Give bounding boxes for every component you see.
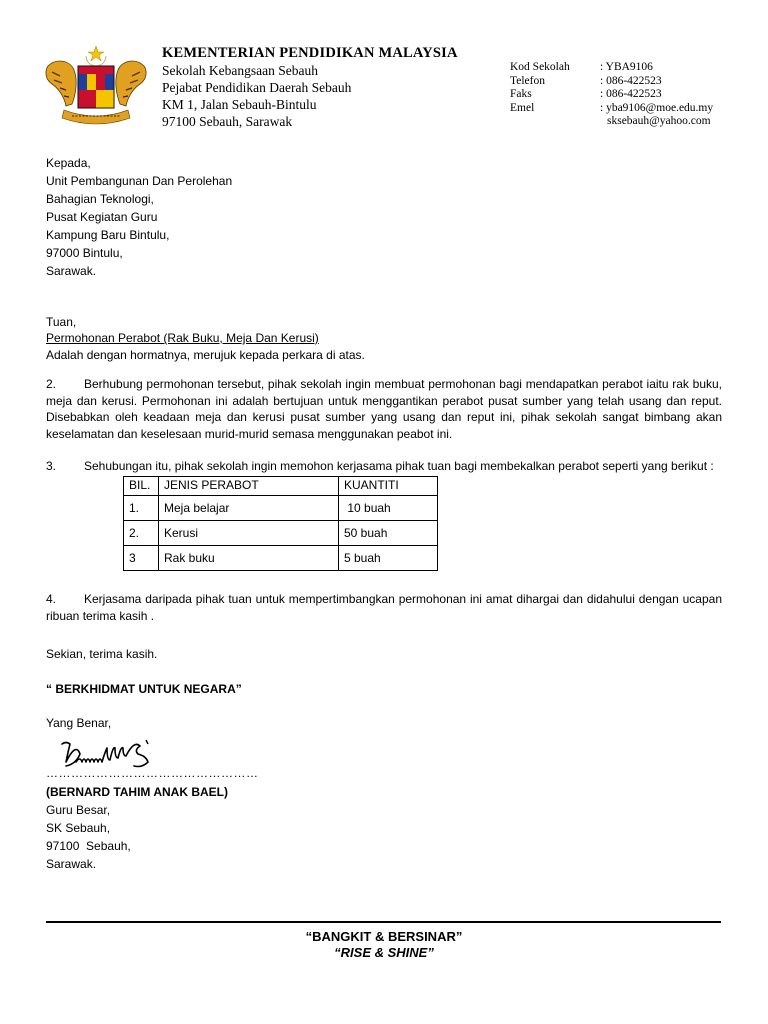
contact-email: [510, 102, 713, 116]
motto: “ BERKHIDMAT UNTUK NEGARA”: [46, 682, 242, 696]
recipient-line: Unit Pembangunan Dan Perolehan: [46, 174, 233, 188]
table-row: [124, 496, 438, 521]
table-cell: Kerusi: [159, 521, 339, 546]
paragraph-2: [46, 376, 722, 442]
table-cell: Rak buku: [159, 546, 339, 571]
table-cell: 5 buah: [339, 546, 438, 571]
furniture-table: [123, 476, 438, 571]
sign-off: Yang Benar,: [46, 716, 112, 730]
signer-line: Sarawak.: [46, 857, 97, 871]
paragraph-3: [46, 458, 722, 475]
table-header-cell: KUANTITI: [339, 477, 438, 496]
contact-label: Kod Sekolah: [510, 61, 570, 73]
contact-school-code: [510, 61, 713, 75]
closing-text: Sekian, terima kasih.: [46, 647, 158, 661]
contact-value: : yba9106@moe.edu.my: [600, 101, 714, 114]
paragraph-number: 2.: [46, 377, 57, 391]
address-line: 97100 Sebauh, Sarawak: [162, 114, 293, 129]
contact-fax: [510, 88, 713, 102]
address-line: Sekolah Kebangsaan Sebauh: [162, 63, 318, 78]
contact-label: Emel: [510, 101, 535, 114]
table-header-cell: JENIS PERABOT: [159, 477, 339, 496]
paragraph-text: Berhubung permohonan tersebut, pihak sekolah ingin membuat permohonan bagi mendapatkan perabot iaitu rak buku, meja dan kerusi. Permohonan ini adalah bertujuan untuk menggantikan perabot pusat sumber yang telah usang dan reput. Disebabkan oleh keadaan meja dan kerusi pusat sumber yang usang dan reput ini, pihak sekolah sangat bimbang akan keselamatan dan keselesaan murid-murid semasa menggunakan peabot ini.: [46, 377, 722, 441]
signer-line: SK Sebauh,: [46, 821, 111, 835]
table-cell: 10 buah: [339, 496, 438, 521]
table-cell: Meja belajar: [159, 496, 339, 521]
contact-value: : 086-422523: [600, 88, 662, 100]
address-line: Pejabat Pendidikan Daerah Sebauh: [162, 80, 352, 95]
contact-value: : YBA9106: [600, 61, 653, 73]
signer-block: [46, 783, 228, 873]
paragraph-4: [46, 591, 722, 624]
paragraph-text: Sehubungan itu, pihak sekolah ingin memohon kerjasama pihak tuan bagi membekalkan perabot seperti yang berikut :: [84, 459, 714, 473]
coat-of-arms-icon: [42, 44, 150, 128]
recipient-line: 97000 Bintulu,: [46, 246, 123, 260]
table-row: [124, 546, 438, 571]
signer-name: (BERNARD TAHIM ANAK BAEL): [46, 785, 228, 799]
subject-line: Permohonan Perabot (Rak Buku, Meja Dan Kerusi): [46, 331, 319, 345]
table-cell: 2.: [124, 521, 159, 546]
paragraph-text: Kerjasama daripada pihak tuan untuk mempertimbangkan permohonan ini amat dihargai dan didahului dengan ucapan ribuan terima kasih .: [46, 592, 722, 623]
salutation: Tuan,: [46, 315, 77, 329]
letterhead: [162, 45, 458, 130]
paragraph-number: 4.: [46, 592, 57, 606]
recipient-line: Sarawak.: [46, 264, 97, 278]
recipient-line: Kepada,: [46, 156, 91, 170]
address-line: KM 1, Jalan Sebauh-Bintulu: [162, 97, 317, 112]
contact-label: Telefon: [510, 74, 545, 87]
table-header-cell: BIL.: [124, 477, 159, 496]
recipient-line: Kampung Baru Bintulu,: [46, 228, 170, 242]
signer-line: Guru Besar,: [46, 803, 111, 817]
footer-divider: [46, 921, 721, 923]
signature-line: ……………………………………………: [46, 766, 259, 780]
contact-email-alt: sksebauh@yahoo.com: [607, 115, 711, 127]
recipient-line: Pusat Kegiatan Guru: [46, 210, 158, 224]
paragraph-number: 3.: [46, 459, 57, 473]
contact-label: Faks: [510, 88, 532, 100]
table-row: [124, 521, 438, 546]
recipient-line: Bahagian Teknologi,: [46, 192, 154, 206]
table-cell: 1.: [124, 496, 159, 521]
contact-phone: [510, 75, 713, 89]
signer-line: 97100 Sebauh,: [46, 839, 131, 853]
table-cell: 3: [124, 546, 159, 571]
intro-text: Adalah dengan hormatnya, merujuk kepada perkara di atas.: [46, 348, 365, 362]
contact-value: : 086-422523: [600, 74, 662, 87]
footer-slogan: “BANGKIT & BERSINAR”: [305, 929, 463, 944]
ministry-name: KEMENTERIAN PENDIDIKAN MALAYSIA: [162, 45, 458, 61]
table-header-row: [124, 477, 438, 496]
table-cell: 50 buah: [339, 521, 438, 546]
contact-block: [510, 61, 713, 129]
recipient-address: [46, 154, 232, 280]
footer-slogan-english: “RISE & SHINE”: [334, 945, 434, 960]
